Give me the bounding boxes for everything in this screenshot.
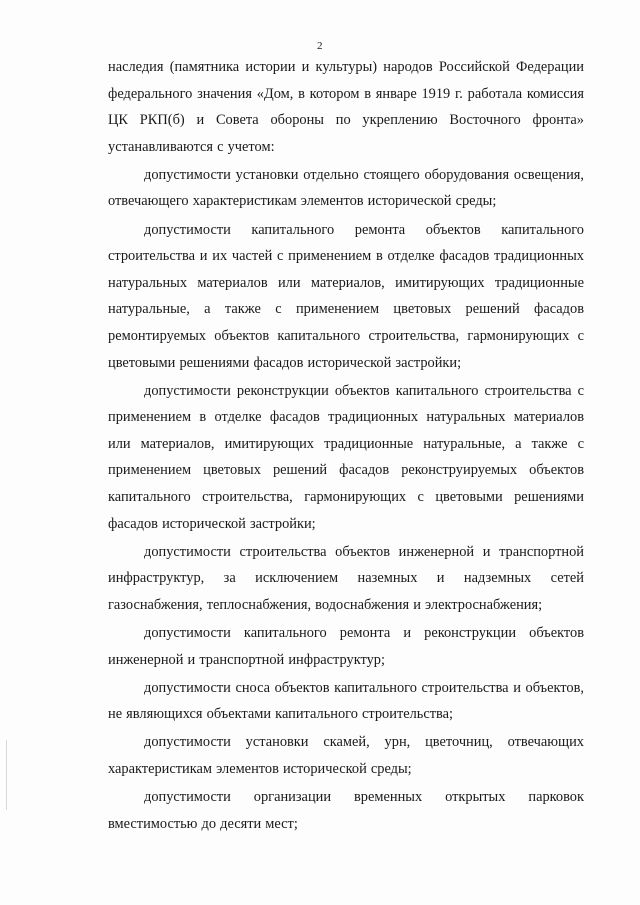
document-body [108, 54, 584, 839]
scan-edge-mark [6, 740, 7, 810]
paragraph-7: допустимости сноса объектов капитального строительства и объектов, не являющихся объектами капитального строительства; [108, 679, 584, 723]
paragraph-2: допустимости установки отдельно стоящего оборудования освещения, отвечающего характеристикам элементов исторической среды; [108, 166, 584, 210]
paragraph-4: допустимости реконструкции объектов капитального строительства с применением в отделке фасадов традиционных натуральных материалов или материалов, имитирующих традиционные натуральные, а также с применением цветовых решений фасадов реконструируемых объектов капитального строительства, гармонирующих с цветовыми решениями фасадов исторической застройки; [108, 382, 584, 532]
paragraph-6: допустимости капитального ремонта и реконструкции объектов инженерной и транспортной инфраструктур; [108, 624, 584, 668]
paragraph-3: допустимости капитального ремонта объектов капитального строительства и их частей с применением в отделке фасадов традиционных натуральных материалов или материалов, имитирующих традиционные натуральные, а также с применением цветовых решений фасадов ремонтируемых объектов капитального строительства, гармонирующих с цветовыми решениями фасадов исторической застройки; [108, 221, 584, 371]
page-number: 2 [317, 40, 323, 52]
paragraph-5: допустимости строительства объектов инженерной и транспортной инфраструктур, за исключением наземных и надземных сетей газоснабжения, теплоснабжения, водоснабжения и электроснабжения; [108, 543, 584, 613]
paragraph-9: допустимости организации временных открытых парковок вместимостью до десяти мест; [108, 789, 584, 832]
paragraph-8: допустимости установки скамей, урн, цветочниц, отвечающих характеристикам элементов исторической среды; [108, 734, 584, 777]
paragraph-1: наследия (памятника истории и культуры) народов Российской Федерации федерального значения «Дом, в котором в январе 1919 г. работала комиссия ЦК РКП(б) и Совета обороны по укреплению Восточного фронта» устанавливаются с учетом: [108, 59, 584, 155]
